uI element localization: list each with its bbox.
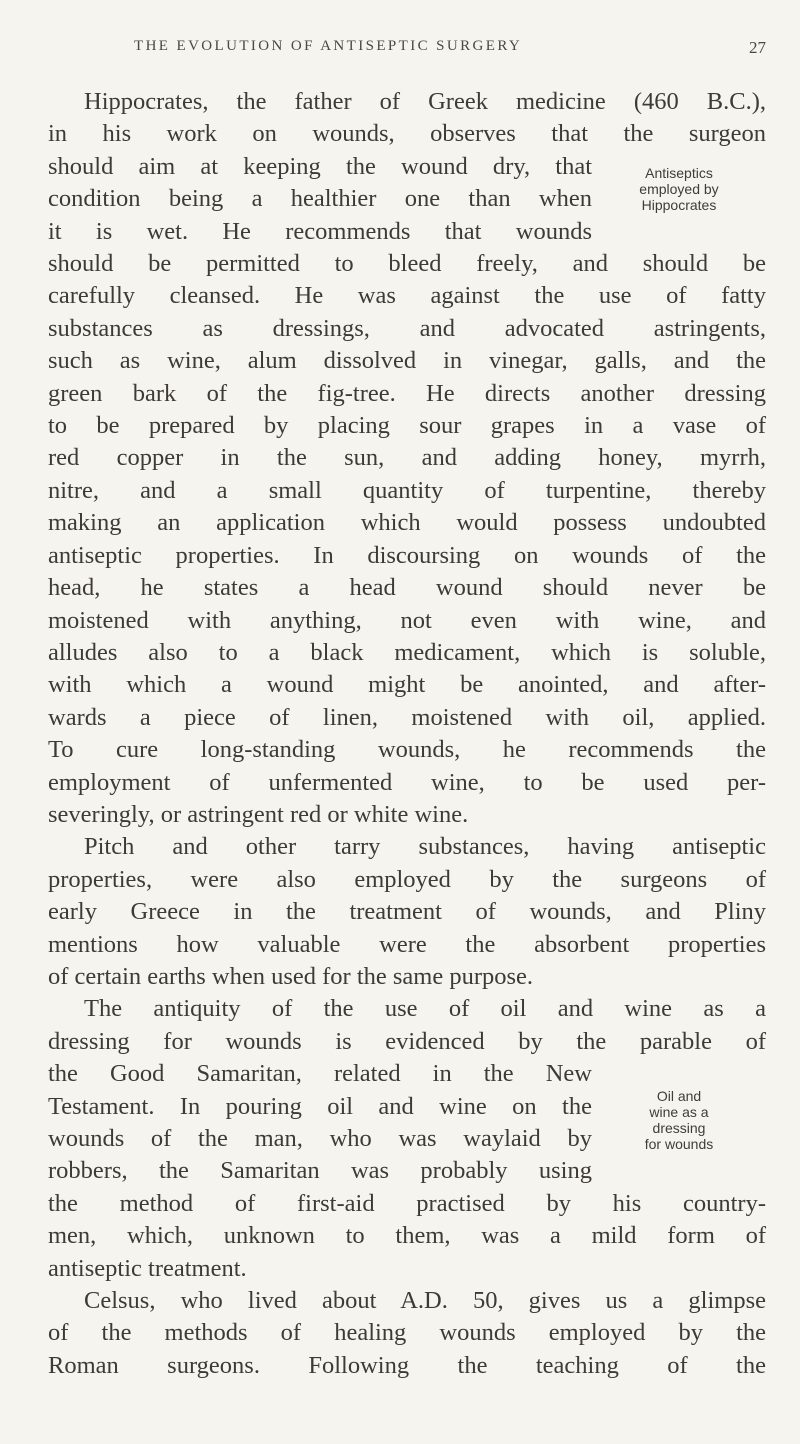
sidenote-line: for wounds: [644, 1136, 714, 1153]
page-number: 27: [749, 38, 766, 57]
text-line: To cure long-standing wounds, he recommends the: [48, 736, 766, 764]
sidenote-line: Antiseptics: [645, 164, 713, 181]
sidenote-oil-wine: [592, 1088, 766, 1152]
sidenote-line: Oil and: [656, 1088, 702, 1105]
text-line: antiseptic treatment.: [48, 1254, 247, 1282]
text-line: to be prepared by placing sour grapes in a vase of: [48, 412, 766, 440]
text-line: of the methods of healing wounds employed by the: [48, 1319, 766, 1347]
text-line: in his work on wounds, observes that the surgeon: [48, 120, 766, 148]
sidenote-block: [48, 1058, 766, 1188]
text-line: wounds of the man, who was waylaid by: [48, 1125, 592, 1152]
text-line: of certain earths when used for the same purpose.: [48, 962, 534, 990]
sidenote-antiseptics: [592, 165, 766, 213]
text-line: mentions how valuable were the absorbent properties: [48, 930, 766, 958]
sidenote-line: wine as a: [649, 1104, 709, 1121]
text-line: the Good Samaritan, related in the New: [48, 1060, 592, 1088]
sidenote-line: Hippocrates: [641, 196, 717, 213]
text-line: early Greece in the treatment of wounds, and Pliny: [48, 898, 766, 926]
text-line: properties, were also employed by the surgeons of: [48, 865, 766, 893]
running-title: THE EVOLUTION OF ANTISEPTIC SURGERY: [134, 38, 523, 54]
text-line: condition being a healthier one than when: [48, 185, 592, 213]
text-line: such as wine, alum dissolved in vinegar, galls, and the: [48, 347, 766, 375]
text-line: Celsus, who lived about A.D. 50, gives us a glimpse: [84, 1287, 766, 1315]
text-line: men, which, unknown to them, was a mild form of: [48, 1222, 766, 1250]
paragraph-samaritan: [48, 993, 766, 1285]
text-line: Roman surgeons. Following the teaching of the: [48, 1351, 766, 1379]
text-line: Hippocrates, the father of Greek medicine (460 B.C.),: [84, 88, 766, 115]
text-line: green bark of the fig-tree. He directs another dressing: [48, 379, 766, 407]
text-line: employment of unfermented wine, to be used per-: [48, 768, 766, 796]
text-line: The antiquity of the use of oil and wine as a: [84, 995, 766, 1023]
text-line: alludes also to a black medicament, which is soluble,: [48, 638, 766, 666]
text-line: nitre, and a small quantity of turpentine, thereby: [48, 476, 766, 504]
text-line: carefully cleansed. He was against the use of fatty: [48, 282, 766, 310]
text-line: antiseptic properties. In discoursing on wounds of the: [48, 541, 766, 569]
text-line: the method of first-aid practised by his country-: [48, 1189, 766, 1217]
text-line: with which a wound might be anointed, and after-: [48, 671, 766, 699]
text-line: should be permitted to bleed freely, and should be: [48, 250, 766, 278]
text-line: head, he states a head wound should never be: [48, 574, 766, 602]
paragraph-pitch: [48, 831, 766, 993]
text-line: moistened with anything, not even with wine, and: [48, 606, 766, 634]
text-line: should aim at keeping the wound dry, that: [48, 152, 592, 180]
text-line: robbers, the Samaritan was probably using: [48, 1157, 592, 1185]
text-line: substances as dressings, and advocated astringents,: [48, 314, 766, 342]
text-line: severingly, or astringent red or white wine.: [48, 800, 469, 828]
text-line: Testament. In pouring oil and wine on the: [48, 1092, 592, 1120]
sidenote-line: dressing: [652, 1120, 706, 1137]
sidenote-block: [48, 151, 766, 248]
text-line: dressing for wounds is evidenced by the parable of: [48, 1027, 766, 1055]
paragraph-celsus: [48, 1285, 766, 1382]
paragraph-hippocrates: [48, 86, 766, 831]
text-line: it is wet. He recommends that wounds: [48, 217, 592, 245]
text-line: red copper in the sun, and adding honey, myrrh,: [48, 444, 766, 472]
text-line: making an application which would possess undoubted: [48, 509, 766, 537]
text-line: Pitch and other tarry substances, having antiseptic: [84, 833, 766, 861]
sidenote-line: employed by: [639, 180, 719, 197]
text-line: wards a piece of linen, moistened with oil, applied.: [48, 703, 766, 731]
body-text: [48, 86, 766, 1382]
